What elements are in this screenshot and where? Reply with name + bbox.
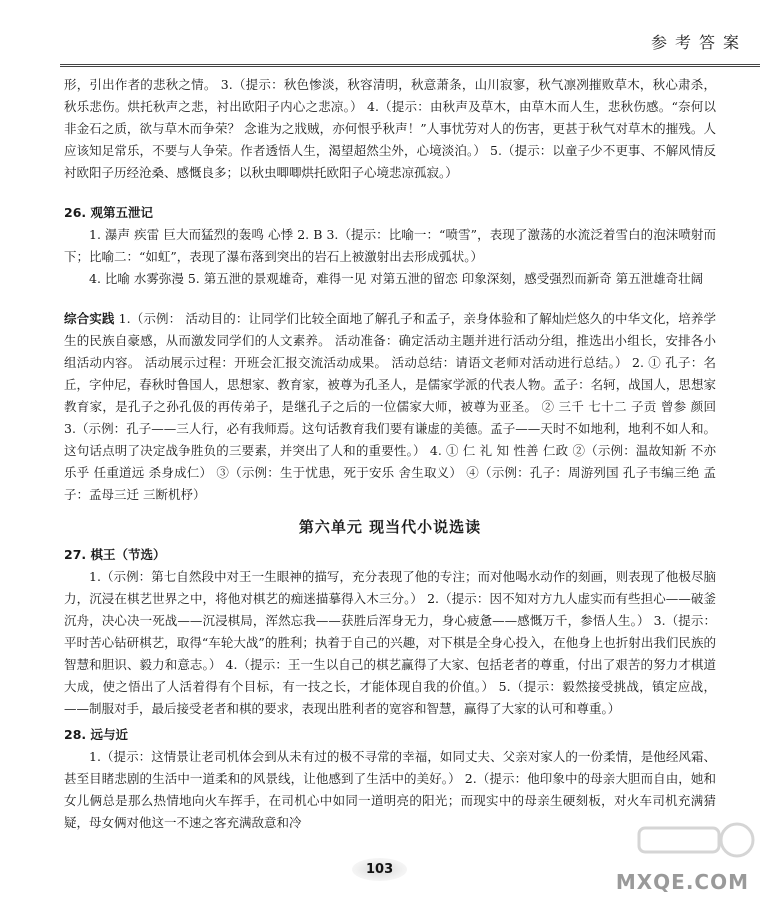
section-26-title: 26. 观第五泄记 (64, 205, 153, 220)
unit-heading: 第六单元 现当代小说选读 (298, 518, 482, 536)
section-28-text: 1.（提示：这情景让老司机体会到从未有过的极不寻常的幸福，如同丈夫、父亲对家人的一份柔情，是他经风霜、甚至目睹悲剧的生活中一道柔和的风景线，让他感到了生活中的美好。） 2.（提示：他印象中的母亲大胆而自由，她和女儿俩总是那么热情地向火车挥手，在司机心中如同一道明亮的阳光；而现实中的母亲生硬刻板，对火车司机充满猜疑，母女俩对他这一不速之客充满敌意和冷 (64, 749, 716, 830)
section-26-para-2: 4. 比喻 水雾弥漫 5. 第五泄的景观雄奇，难得一见 对第五泄的留恋 印象深刻，感受强烈而新奇 第五泄雄奇壮阔 (89, 271, 704, 286)
comprehensive-practice (64, 308, 716, 506)
intro-paragraph: 形，引出作者的悲秋之情。 3.（提示：秋色惨淡，秋容清明，秋意萧条，山川寂寥，秋气凛冽摧败草木，秋心肃杀，秋乐悲伤。烘托秋声之悲，衬出欧阳子内心之悲凉。） 4.（提示：由秋声及草木，由草木而人生，悲秋伤感。“奈何以非金石之质，欲与草木而争荣？ 念谁为之戕贼，亦何恨乎秋声！”人事忧劳对人的伤害，更甚于秋气对草木的摧残。人应该知足常乐，不要与人争荣。作者透悟人生，渴望超然尘外，心境淡泊。） 5.（提示：以童子少不更事、不解风情反衬欧阳子历经沧桑、感慨良多；以秋虫唧唧烘托欧阳子心境悲凉孤寂。） (64, 77, 716, 180)
watermark-text: MXQE.COM (615, 870, 749, 894)
header-rule (60, 64, 760, 67)
comprehensive-text: 1.（示例： 活动目的：让同学们比较全面地了解孔子和孟子，亲身体验和了解灿烂悠久的中华文化，培养学生的民族自豪感，从而激发同学们的人文素养。 活动准备：确定活动主题并进行活动分组，推选出小组长，安排各小组活动内容。 活动展示过程：开班会汇报交流活动成果。 活动总结：请语文老师对活动进行总结。） 2. ① 孔子：名丘，字仲尼，春秋时鲁国人，思想家、教育家，被尊为孔圣人，是儒家学派的代表人物。孟子：名轲，战国人，思想家教育家，是孔子之孙孔伋的再传弟子，是继孔子之后的一位儒家大师，被尊为亚圣。 ② 三千 七十二 子贡 曾参 颜回 3.（示例：孔子——三人行，必有我师焉。这句话教育我们要有谦虚的美德。孟子——天时不如地利，地利不如人和。这句话点明了决定战争胜负的三要素，并突出了人和的重要性。） 4. ① 仁 礼 知 性善 仁政 ②（示例：温故知新 不亦乐乎 任重道远 杀身成仁） ③（示例：生于忧患，死于安乐 舍生取义） ④（示例：孔子：周游列国 孔子韦编三绝 孟子：孟母三迁 三断机杼） (64, 311, 716, 502)
header-title: 参考答案 (650, 33, 747, 52)
watermark-logo-icon (629, 818, 759, 878)
page-number: 103 (352, 858, 407, 881)
section-28-title: 28. 远与近 (64, 727, 128, 742)
comprehensive-label: 综合实践 (64, 311, 115, 326)
section-27-text: 1.（示例：第七自然段中对王一生眼神的描写，充分表现了他的专注；而对他喝水动作的刻画，则表现了他极尽脑力，沉浸在棋艺世界之中，将他对棋艺的痴迷描摹得入木三分。） 2.（提示：因不知对方九人虚实而有些担心——破釜沉舟，决心决一死战——沉浸棋局，浑然忘我——获胜后浑身无力，身心疲惫——感慨万千，参悟人生。） 3.（提示：平时苦心钻研棋艺，取得“车轮大战”的胜利；执着于自己的兴趣，对下棋是全身心投入，在他身上也折射出我们民族的智慧和胆识、毅力和意志。） 4.（提示：王一生以自己的棋艺赢得了大家、包括老者的尊重，付出了艰苦的努力才棋道大成，使之悟出了人活着得有个目标，有一技之长，才能体现自我的价值。） 5.（提示：毅然接受挑战，镇定应战，——制服对手，最后接受老者和棋的要求，表现出胜利者的宽容和智慧，赢得了大家的认可和尊重。） (64, 569, 716, 716)
section-27-title: 27. 棋王（节选） (64, 547, 166, 562)
section-27 (64, 544, 716, 720)
section-28 (64, 724, 716, 834)
section-26 (64, 202, 716, 290)
section-26-para-1: 1. 瀑声 疾雷 巨大而猛烈的轰鸣 心悸 2. B 3.（提示：比喻一：“喷雪”，表现了激荡的水流泛着雪白的泡沫喷射而下；比喻二：“如虹”，表现了瀑布落到突出的岩石上被激射出去形成弧状。） (64, 227, 716, 264)
answer-content (64, 74, 716, 834)
